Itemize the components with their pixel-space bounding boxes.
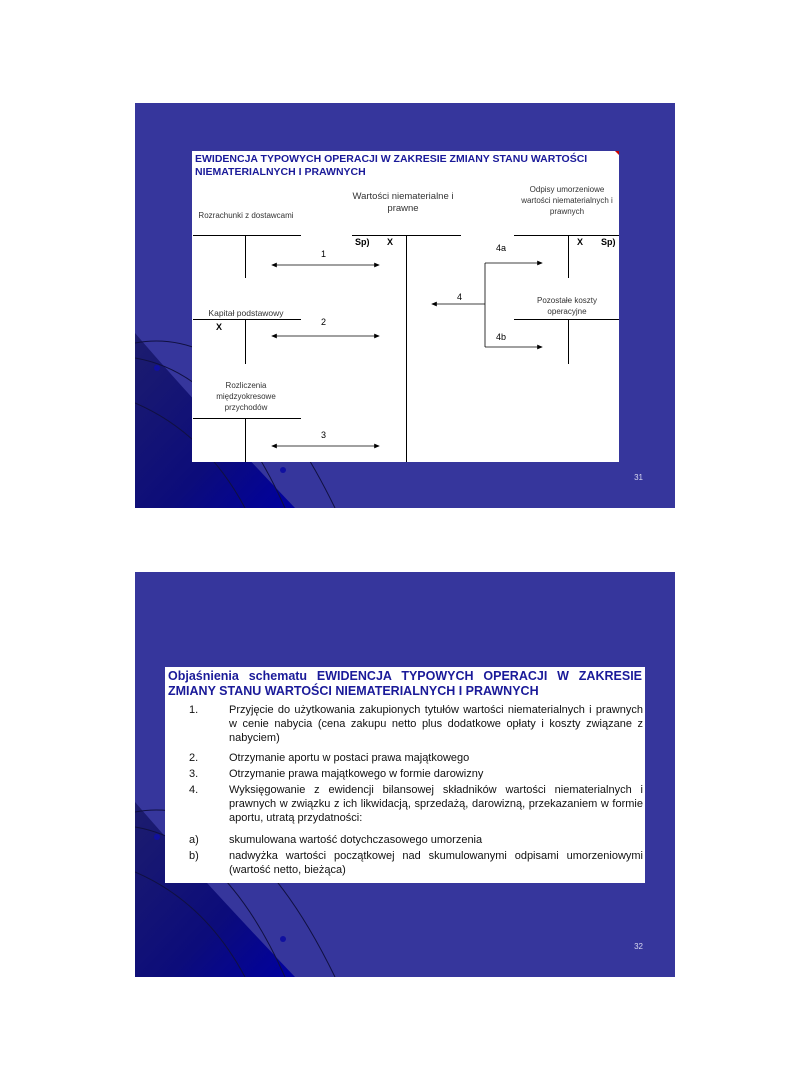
explanation-title: Objaśnienia schematu EWIDENCJA TYPOWYCH OPERACJI W ZAKRESIE ZMIANY STANU WARTOŚCI NIEMATERIALNYCH I PRAWNYCH (168, 669, 642, 698)
slide-32 (135, 572, 675, 977)
diagram-title: EWIDENCJA TYPOWYCH OPERACJI W ZAKRESIE ZMIANY STANU WARTOŚCI NIEMATERIALNYCH I PRAWNYCH (195, 153, 588, 178)
marker-sp-left: Sp) (355, 237, 370, 247)
marker-sp-right: Sp) (601, 237, 616, 247)
operation-4a-label: 4a (496, 243, 507, 253)
account-wartosci-label: Wartości niematerialne i prawne (352, 191, 454, 214)
list-marker: 3. (189, 768, 199, 780)
diagram-panel (192, 151, 619, 462)
account-rozrachunki-label: Rozrachunki z dostawcami (198, 211, 294, 220)
marker-x-kapital: X (216, 322, 223, 332)
operation-2-label: 2 (321, 317, 327, 327)
list-marker: 1. (189, 704, 199, 716)
list-marker: 4. (189, 784, 199, 796)
list-text: Wyksięgowanie z ewidencji bilansowej składników wartości niematerialnych i prawnych w związku z ich likwidacją, sprzedażą, darowizną, przekazaniem w formie aportu, utratą przydatności: (229, 784, 643, 824)
slide-31 (135, 103, 675, 508)
operation-4b-label: 4b (496, 332, 507, 342)
list-marker: a) (189, 834, 199, 846)
list-text: Przyjęcie do użytkowania zakupionych tytułów wartości niematerialnych i prawnych w cenie nabycia (cena zakupu netto plus dodatkowe opłaty i koszty związane z nabyciem) (229, 704, 643, 744)
slide-number: 32 (634, 942, 643, 951)
list-marker: b) (189, 850, 199, 862)
operation-arrows (192, 151, 619, 462)
account-pozostale-label: Pozostałe koszty operacyjne (536, 296, 598, 316)
marker-x-left: X (387, 237, 394, 247)
list-text: Otrzymanie aportu w postaci prawa majątkowego (229, 752, 470, 764)
operation-1-label: 1 (321, 249, 327, 259)
account-odpisy-label: Odpisy umorzeniowe wartości niematerialnych i prawnych (521, 185, 613, 216)
list-text: nadwyżka wartości początkowej nad skumulowanymi odpisami umorzeniowymi (wartość netto, bieżąca) (229, 850, 643, 876)
operation-4-label: 4 (457, 292, 463, 302)
slide-number: 31 (634, 473, 643, 482)
explanation-panel (165, 667, 645, 883)
list-text: skumulowana wartość dotychczasowego umorzenia (229, 834, 483, 846)
account-kapital-label: Kapitał podstawowy (208, 308, 284, 318)
account-rozliczenia-label: Rozliczenia międzyokresowe przychodów (216, 381, 276, 412)
list-text: Otrzymanie prawa majątkowego w formie darowizny (229, 768, 484, 780)
marker-x-right: X (577, 237, 584, 247)
list-marker: 2. (189, 752, 199, 764)
operation-3-label: 3 (321, 430, 327, 440)
